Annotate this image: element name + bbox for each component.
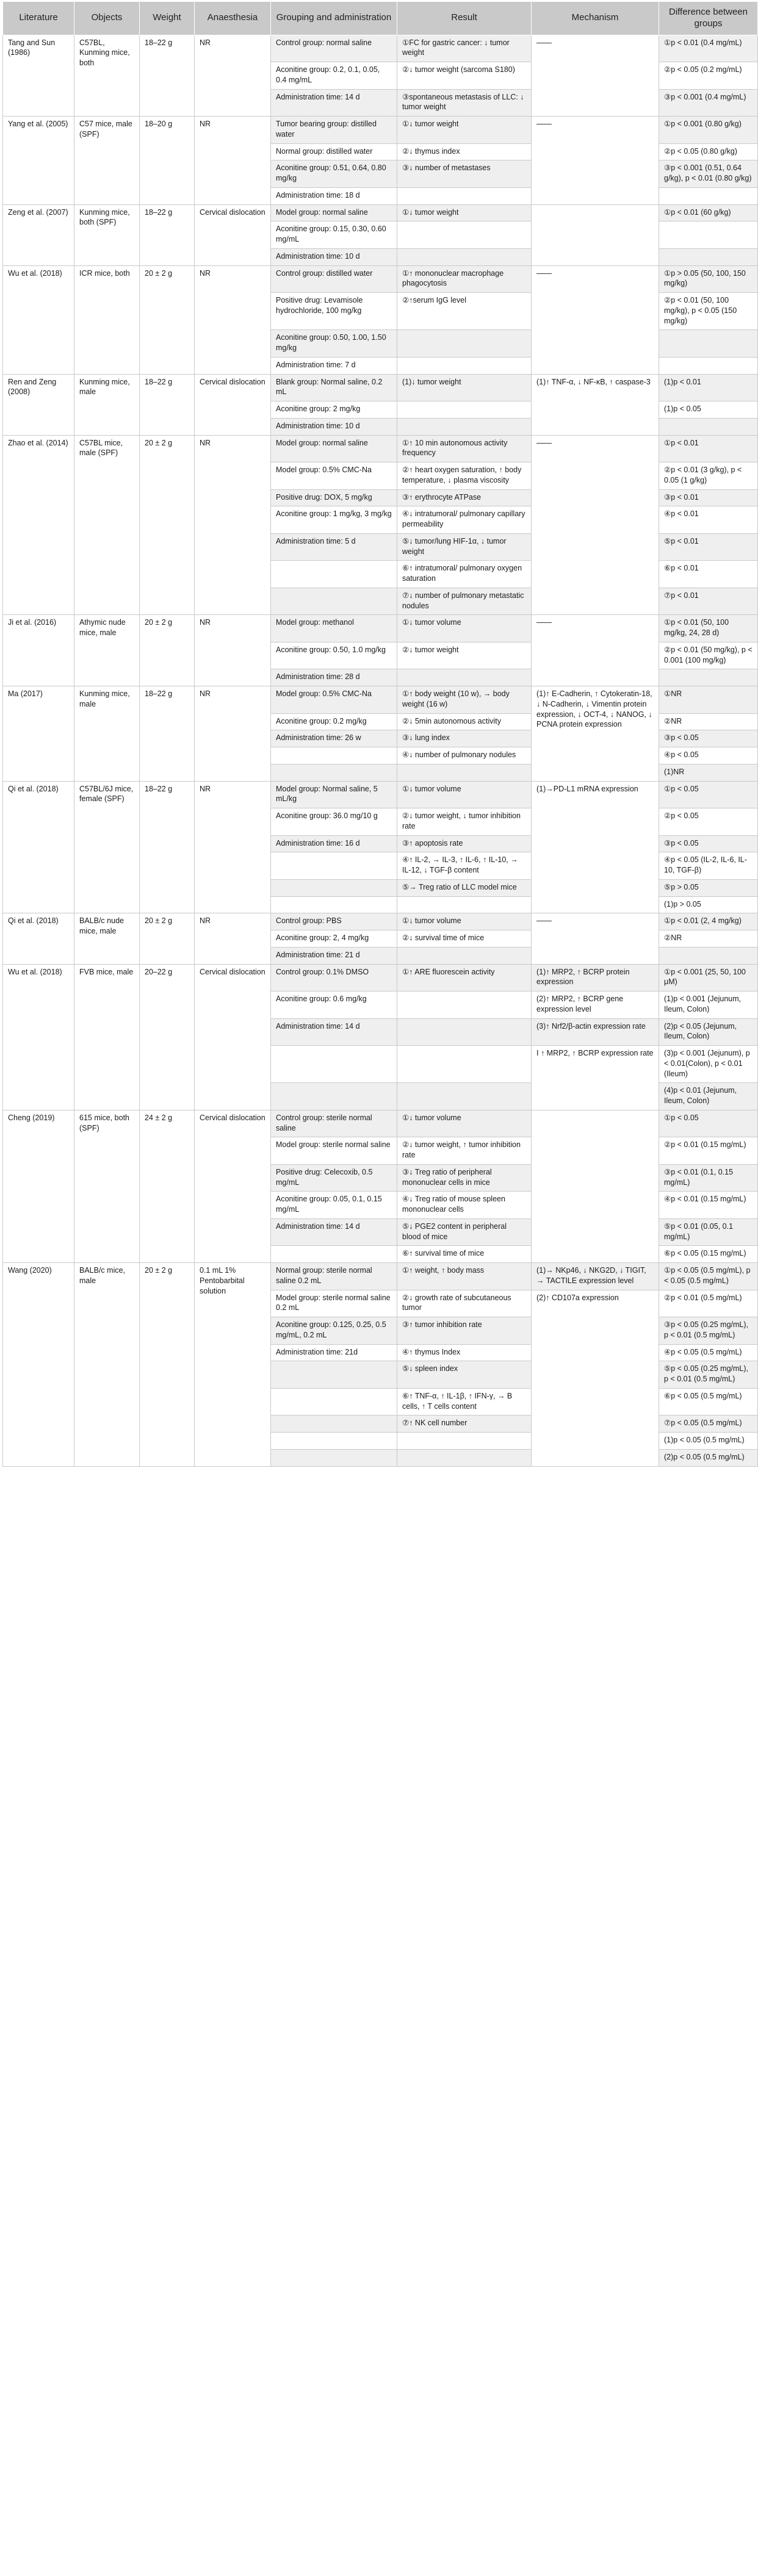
grouping-cell: Control group: normal saline bbox=[271, 35, 397, 62]
difference-cell: ④p < 0.05 bbox=[659, 747, 758, 765]
difference-cell: ①p < 0.001 (25, 50, 100 μM) bbox=[659, 964, 758, 991]
anaesthesia-cell: NR bbox=[195, 117, 271, 205]
weight-cell: 20 ± 2 g bbox=[140, 1263, 195, 1467]
result-cell bbox=[397, 1449, 532, 1466]
result-cell bbox=[397, 896, 532, 913]
difference-cell: ③p < 0.001 (0.4 mg/mL) bbox=[659, 89, 758, 117]
table-row bbox=[3, 204, 758, 221]
mechanism-cell: (2)↑ MRP2, ↑ BCRP gene expression level bbox=[532, 991, 659, 1019]
grouping-cell: Administration time: 5 d bbox=[271, 533, 397, 561]
difference-cell: ⑤p < 0.01 (0.05, 0.1 mg/mL) bbox=[659, 1218, 758, 1246]
result-cell: ①↑ 10 min autonomous activity frequency bbox=[397, 435, 532, 462]
objects-cell: C57BL, Kunming mice, both bbox=[74, 35, 140, 117]
literature-cell: Ji et al. (2016) bbox=[3, 615, 74, 686]
result-cell bbox=[397, 401, 532, 419]
result-cell: ①↓ tumor volume bbox=[397, 615, 532, 642]
grouping-cell bbox=[271, 1388, 397, 1416]
literature-cell: Cheng (2019) bbox=[3, 1110, 74, 1262]
mechanism-cell: (1)→PD-L1 mRNA expression bbox=[532, 781, 659, 913]
header-result: Result bbox=[397, 2, 532, 35]
weight-cell: 18–20 g bbox=[140, 117, 195, 205]
result-cell bbox=[397, 669, 532, 686]
result-cell: ⑤↓ spleen index bbox=[397, 1361, 532, 1389]
grouping-cell bbox=[271, 1416, 397, 1433]
literature-cell: Wang (2020) bbox=[3, 1263, 74, 1467]
result-cell: ①↓ tumor volume bbox=[397, 1110, 532, 1137]
weight-cell: 18–22 g bbox=[140, 35, 195, 117]
table-row bbox=[3, 265, 758, 293]
grouping-cell: Model group: normal saline bbox=[271, 204, 397, 221]
grouping-cell: Administration time: 14 d bbox=[271, 1218, 397, 1246]
result-cell: ⑥↑ TNF-α, ↑ IL-1β, ↑ IFN-γ, → B cells, ↑ T cells content bbox=[397, 1388, 532, 1416]
difference-cell: ②p < 0.01 (3 g/kg), p < 0.05 (1 g/kg) bbox=[659, 462, 758, 490]
result-cell: ⑤↓ PGE2 content in peripheral blood of mice bbox=[397, 1218, 532, 1246]
difference-cell: ①p < 0.05 bbox=[659, 781, 758, 808]
anaesthesia-cell: Cervical dislocation bbox=[195, 1110, 271, 1262]
difference-cell: (1)NR bbox=[659, 764, 758, 781]
difference-cell: ②p < 0.05 (0.2 mg/mL) bbox=[659, 62, 758, 90]
table-row bbox=[3, 1263, 758, 1290]
grouping-cell: Aconitine group: 36.0 mg/10 g bbox=[271, 808, 397, 836]
grouping-cell: Model group: sterile normal saline 0.2 mL bbox=[271, 1290, 397, 1317]
header-difference: Difference between groups bbox=[659, 2, 758, 35]
mechanism-cell: (1)↑ MRP2, ↑ BCRP protein expression bbox=[532, 964, 659, 991]
grouping-cell: Model group: 0.5% CMC-Na bbox=[271, 462, 397, 490]
literature-cell: Qi et al. (2018) bbox=[3, 781, 74, 913]
grouping-cell: Aconitine group: 0.50, 1.0 mg/kg bbox=[271, 642, 397, 669]
difference-cell: ⑤p > 0.05 bbox=[659, 879, 758, 896]
result-cell bbox=[397, 248, 532, 265]
anaesthesia-cell: NR bbox=[195, 35, 271, 117]
table-row bbox=[3, 964, 758, 991]
result-cell: (1)↓ tumor weight bbox=[397, 374, 532, 401]
difference-cell: ①p < 0.01 (0.4 mg/mL) bbox=[659, 35, 758, 62]
difference-cell: ④p < 0.01 (0.15 mg/mL) bbox=[659, 1192, 758, 1219]
difference-cell: ①p < 0.001 (0.80 g/kg) bbox=[659, 117, 758, 144]
grouping-cell: Aconitine group: 1 mg/kg, 3 mg/kg bbox=[271, 506, 397, 534]
anaesthesia-cell: NR bbox=[195, 265, 271, 374]
table-row bbox=[3, 1110, 758, 1137]
mechanism-cell: —— bbox=[532, 265, 659, 374]
grouping-cell: Model group: sterile normal saline bbox=[271, 1137, 397, 1165]
result-cell bbox=[397, 1018, 532, 1046]
grouping-cell: Aconitine group: 2 mg/kg bbox=[271, 401, 397, 419]
grouping-cell: Positive drug: Celecoxib, 0.5 mg/mL bbox=[271, 1164, 397, 1192]
grouping-cell: Aconitine group: 0.2 mg/kg bbox=[271, 713, 397, 730]
difference-cell: ③p < 0.01 (0.1, 0.15 mg/mL) bbox=[659, 1164, 758, 1192]
result-cell: ②↓ tumor weight (sarcoma S180) bbox=[397, 62, 532, 90]
grouping-cell bbox=[271, 1433, 397, 1450]
result-cell: ④↓ Treg ratio of mouse spleen mononuclear cells bbox=[397, 1192, 532, 1219]
result-cell bbox=[397, 1083, 532, 1110]
result-cell bbox=[397, 357, 532, 374]
objects-cell: C57BL/6J mice, female (SPF) bbox=[74, 781, 140, 913]
grouping-cell: Aconitine group: 0.2, 0.1, 0.05, 0.4 mg/mL bbox=[271, 62, 397, 90]
difference-cell bbox=[659, 418, 758, 435]
table-body bbox=[3, 35, 758, 1466]
weight-cell: 20 ± 2 g bbox=[140, 265, 195, 374]
grouping-cell: Positive drug: DOX, 5 mg/kg bbox=[271, 489, 397, 506]
objects-cell: BALB/c mice, male bbox=[74, 1263, 140, 1467]
result-cell: ⑥↑ intratumoral/ pulmonary oxygen saturation bbox=[397, 561, 532, 588]
literature-cell: Ma (2017) bbox=[3, 686, 74, 782]
difference-cell: ③p < 0.05 bbox=[659, 730, 758, 747]
difference-cell: ④p < 0.05 (0.5 mg/mL) bbox=[659, 1344, 758, 1361]
difference-cell: ④p < 0.01 bbox=[659, 506, 758, 534]
grouping-cell: Normal group: distilled water bbox=[271, 143, 397, 160]
result-cell: ①↑ body weight (10 w), → body weight (16 w) bbox=[397, 686, 532, 714]
grouping-cell: Model group: 0.5% CMC-Na bbox=[271, 686, 397, 714]
mechanism-cell: —— bbox=[532, 35, 659, 117]
difference-cell: ①NR bbox=[659, 686, 758, 714]
grouping-cell: Model group: normal saline bbox=[271, 435, 397, 462]
difference-cell: (1)p < 0.05 bbox=[659, 401, 758, 419]
grouping-cell bbox=[271, 588, 397, 615]
table-row bbox=[3, 615, 758, 642]
literature-cell: Wu et al. (2018) bbox=[3, 964, 74, 1110]
objects-cell: Athymic nude mice, male bbox=[74, 615, 140, 686]
difference-cell: ①p < 0.05 bbox=[659, 1110, 758, 1137]
table-row bbox=[3, 435, 758, 462]
objects-cell: Kunming mice, male bbox=[74, 686, 140, 782]
objects-cell: ICR mice, both bbox=[74, 265, 140, 374]
mechanism-cell: —— bbox=[532, 117, 659, 205]
literature-cell: Tang and Sun (1986) bbox=[3, 35, 74, 117]
difference-cell: (3)p < 0.001 (Jejunum), p < 0.01(Colon), p < 0.01 (Ileum) bbox=[659, 1046, 758, 1083]
grouping-cell bbox=[271, 852, 397, 880]
anaesthesia-cell: Cervical dislocation bbox=[195, 204, 271, 265]
grouping-cell bbox=[271, 764, 397, 781]
difference-cell: ②NR bbox=[659, 930, 758, 948]
anaesthesia-cell: 0.1 mL 1% Pentobarbital solution bbox=[195, 1263, 271, 1467]
header-grouping: Grouping and administration bbox=[271, 2, 397, 35]
difference-cell: ②p < 0.01 (50 mg/kg), p < 0.001 (100 mg/kg) bbox=[659, 642, 758, 669]
difference-cell: ③p < 0.05 bbox=[659, 835, 758, 852]
difference-cell: ⑦p < 0.05 (0.5 mg/mL) bbox=[659, 1416, 758, 1433]
table-row bbox=[3, 781, 758, 808]
result-cell bbox=[397, 991, 532, 1019]
result-cell: ⑥↑ survival time of mice bbox=[397, 1246, 532, 1263]
result-cell bbox=[397, 764, 532, 781]
literature-cell: Ren and Zeng (2008) bbox=[3, 374, 74, 435]
grouping-cell: Aconitine group: 0.51, 0.64, 0.80 mg/kg bbox=[271, 160, 397, 188]
objects-cell: Kunming mice, both (SPF) bbox=[74, 204, 140, 265]
result-cell: ③↓ number of metastases bbox=[397, 160, 532, 188]
grouping-cell: Administration time: 16 d bbox=[271, 835, 397, 852]
mechanism-cell: —— bbox=[532, 913, 659, 964]
difference-cell: (2)p < 0.05 (0.5 mg/mL) bbox=[659, 1449, 758, 1466]
result-cell: ③↓ lung index bbox=[397, 730, 532, 747]
weight-cell: 20 ± 2 g bbox=[140, 615, 195, 686]
difference-cell: ⑤p < 0.05 (0.25 mg/mL), p < 0.01 (0.5 mg/mL) bbox=[659, 1361, 758, 1389]
grouping-cell: Tumor bearing group: distilled water bbox=[271, 117, 397, 144]
literature-cell: Yang et al. (2005) bbox=[3, 117, 74, 205]
weight-cell: 18–22 g bbox=[140, 686, 195, 782]
grouping-cell: Administration time: 18 d bbox=[271, 187, 397, 204]
mechanism-cell: (3)↑ Nrf2/β-actin expression rate bbox=[532, 1018, 659, 1046]
difference-cell: ⑥p < 0.05 (0.15 mg/mL) bbox=[659, 1246, 758, 1263]
result-cell: ③↑ tumor inhibition rate bbox=[397, 1317, 532, 1345]
difference-cell: ②p < 0.01 (0.15 mg/mL) bbox=[659, 1137, 758, 1165]
result-cell: ④↑ IL-2, → IL-3, ↑ IL-6, ↑ IL-10, → IL-12, ↓ TGF-β content bbox=[397, 852, 532, 880]
grouping-cell: Control group: PBS bbox=[271, 913, 397, 930]
difference-cell: ⑥p < 0.05 (0.5 mg/mL) bbox=[659, 1388, 758, 1416]
result-cell: ①↓ tumor volume bbox=[397, 913, 532, 930]
result-cell: ②↓ survival time of mice bbox=[397, 930, 532, 948]
grouping-cell: Aconitine group: 0.50, 1.00, 1.50 mg/kg bbox=[271, 330, 397, 358]
result-cell: ⑦↑ NK cell number bbox=[397, 1416, 532, 1433]
anaesthesia-cell: Cervical dislocation bbox=[195, 964, 271, 1110]
mechanism-cell bbox=[532, 1110, 659, 1262]
objects-cell: Kunming mice, male bbox=[74, 374, 140, 435]
grouping-cell: Administration time: 10 d bbox=[271, 248, 397, 265]
literature-table bbox=[2, 1, 758, 1467]
result-cell: ②↑serum IgG level bbox=[397, 293, 532, 330]
result-cell bbox=[397, 1433, 532, 1450]
difference-cell: ①p < 0.05 (0.5 mg/mL), p < 0.05 (0.5 mg/mL) bbox=[659, 1263, 758, 1290]
result-cell: ②↓ 5min autonomous activity bbox=[397, 713, 532, 730]
difference-cell: ②p < 0.01 (0.5 mg/mL) bbox=[659, 1290, 758, 1317]
grouping-cell: Administration time: 21 d bbox=[271, 947, 397, 964]
weight-cell: 24 ± 2 g bbox=[140, 1110, 195, 1262]
objects-cell: C57 mice, male (SPF) bbox=[74, 117, 140, 205]
anaesthesia-cell: NR bbox=[195, 615, 271, 686]
result-cell: ②↓ tumor weight bbox=[397, 642, 532, 669]
objects-cell: 615 mice, both (SPF) bbox=[74, 1110, 140, 1262]
difference-cell: (4)p < 0.01 (Jejunum, Ileum, Colon) bbox=[659, 1083, 758, 1110]
difference-cell: ③p < 0.01 bbox=[659, 489, 758, 506]
grouping-cell: Aconitine group: 2, 4 mg/kg bbox=[271, 930, 397, 948]
grouping-cell: Aconitine group: 0.05, 0.1, 0.15 mg/mL bbox=[271, 1192, 397, 1219]
difference-cell: ①p < 0.01 (50, 100 mg/kg, 24, 28 d) bbox=[659, 615, 758, 642]
weight-cell: 18–22 g bbox=[140, 204, 195, 265]
grouping-cell bbox=[271, 1046, 397, 1083]
table-row bbox=[3, 374, 758, 401]
grouping-cell bbox=[271, 747, 397, 765]
grouping-cell bbox=[271, 1246, 397, 1263]
result-cell: ①↑ ARE fluorescein activity bbox=[397, 964, 532, 991]
result-cell: ⑤↓ tumor/lung HIF-1α, ↓ tumor weight bbox=[397, 533, 532, 561]
result-cell: ②↑ heart oxygen saturation, ↑ body temperature, ↓ plasma viscosity bbox=[397, 462, 532, 490]
grouping-cell bbox=[271, 896, 397, 913]
grouping-cell: Blank group: Normal saline, 0.2 mL bbox=[271, 374, 397, 401]
grouping-cell: Control group: sterile normal saline bbox=[271, 1110, 397, 1137]
difference-cell: (2)p < 0.05 (Jejunum, Ileum, Colon) bbox=[659, 1018, 758, 1046]
anaesthesia-cell: NR bbox=[195, 435, 271, 615]
grouping-cell: Control group: 0.1% DMSO bbox=[271, 964, 397, 991]
table-row bbox=[3, 35, 758, 62]
weight-cell: 18–22 g bbox=[140, 374, 195, 435]
grouping-cell: Aconitine group: 0.15, 0.30, 0.60 mg/mL bbox=[271, 221, 397, 249]
grouping-cell: Aconitine group: 0.125, 0.25, 0.5 mg/mL, 0.2 mL bbox=[271, 1317, 397, 1345]
result-cell: ①↓ tumor volume bbox=[397, 781, 532, 808]
result-cell: ①FC for gastric cancer: ↓ tumor weight bbox=[397, 35, 532, 62]
difference-cell bbox=[659, 357, 758, 374]
header-literature: Literature bbox=[3, 2, 74, 35]
mechanism-cell: (1)→ NKp46, ↓ NKG2D, ↓ TIGIT, → TACTILE expression level bbox=[532, 1263, 659, 1290]
difference-cell: ④p < 0.05 (IL-2, IL-6, IL-10, TGF-β) bbox=[659, 852, 758, 880]
weight-cell: 20 ± 2 g bbox=[140, 435, 195, 615]
grouping-cell: Administration time: 21d bbox=[271, 1344, 397, 1361]
difference-cell: ①p < 0.01 bbox=[659, 435, 758, 462]
table-row bbox=[3, 686, 758, 714]
result-cell: ④↓ number of pulmonary nodules bbox=[397, 747, 532, 765]
difference-cell bbox=[659, 248, 758, 265]
grouping-cell: Control group: distilled water bbox=[271, 265, 397, 293]
table-row bbox=[3, 913, 758, 930]
result-cell bbox=[397, 1046, 532, 1083]
mechanism-cell: (1)↑ TNF-α, ↓ NF-κB, ↑ caspase-3 bbox=[532, 374, 659, 435]
result-cell bbox=[397, 330, 532, 358]
header-mechanism: Mechanism bbox=[532, 2, 659, 35]
result-cell bbox=[397, 947, 532, 964]
anaesthesia-cell: NR bbox=[195, 781, 271, 913]
difference-cell: ③p < 0.05 (0.25 mg/mL), p < 0.01 (0.5 mg/mL) bbox=[659, 1317, 758, 1345]
grouping-cell: Aconitine group: 0.6 mg/kg bbox=[271, 991, 397, 1019]
mechanism-cell: —— bbox=[532, 615, 659, 686]
difference-cell: ①p < 0.01 (60 g/kg) bbox=[659, 204, 758, 221]
result-cell: ③↓ Treg ratio of peripheral mononuclear cells in mice bbox=[397, 1164, 532, 1192]
result-cell: ④↑ thymus Index bbox=[397, 1344, 532, 1361]
grouping-cell bbox=[271, 1083, 397, 1110]
weight-cell: 20 ± 2 g bbox=[140, 913, 195, 964]
difference-cell: ②p < 0.05 (0.80 g/kg) bbox=[659, 143, 758, 160]
result-cell: ①↑ mononuclear macrophage phagocytosis bbox=[397, 265, 532, 293]
difference-cell bbox=[659, 947, 758, 964]
grouping-cell: Administration time: 26 w bbox=[271, 730, 397, 747]
header-anaesthesia: Anaesthesia bbox=[195, 2, 271, 35]
literature-cell: Zeng et al. (2007) bbox=[3, 204, 74, 265]
result-cell: ③spontaneous metastasis of LLC: ↓ tumor weight bbox=[397, 89, 532, 117]
difference-cell bbox=[659, 330, 758, 358]
result-cell: ②↓ tumor weight, ↓ tumor inhibition rate bbox=[397, 808, 532, 836]
result-cell: ③↑ erythrocyte ATPase bbox=[397, 489, 532, 506]
weight-cell: 18–22 g bbox=[140, 781, 195, 913]
table-row bbox=[3, 117, 758, 144]
grouping-cell: Administration time: 14 d bbox=[271, 89, 397, 117]
mechanism-cell: I ↑ MRP2, ↑ BCRP expression rate bbox=[532, 1046, 659, 1110]
anaesthesia-cell: NR bbox=[195, 686, 271, 782]
grouping-cell: Model group: Normal saline, 5 mL/kg bbox=[271, 781, 397, 808]
result-cell: ①↑ weight, ↑ body mass bbox=[397, 1263, 532, 1290]
result-cell: ①↓ tumor weight bbox=[397, 117, 532, 144]
difference-cell: (1)p < 0.05 (0.5 mg/mL) bbox=[659, 1433, 758, 1450]
difference-cell: (1)p > 0.05 bbox=[659, 896, 758, 913]
difference-cell bbox=[659, 187, 758, 204]
result-cell: ②↓ growth rate of subcutaneous tumor bbox=[397, 1290, 532, 1317]
difference-cell: ①p < 0.01 (2, 4 mg/kg) bbox=[659, 913, 758, 930]
anaesthesia-cell: Cervical dislocation bbox=[195, 374, 271, 435]
grouping-cell bbox=[271, 1361, 397, 1389]
literature-cell: Wu et al. (2018) bbox=[3, 265, 74, 374]
mechanism-cell: (2)↑ CD107a expression bbox=[532, 1290, 659, 1466]
grouping-cell bbox=[271, 879, 397, 896]
result-cell: ⑦↓ number of pulmonary metastatic nodules bbox=[397, 588, 532, 615]
difference-cell: ⑥p < 0.01 bbox=[659, 561, 758, 588]
difference-cell bbox=[659, 221, 758, 249]
grouping-cell: Administration time: 14 d bbox=[271, 1018, 397, 1046]
objects-cell: BALB/c nude mice, male bbox=[74, 913, 140, 964]
objects-cell: C57BL mice, male (SPF) bbox=[74, 435, 140, 615]
result-cell: ①↓ tumor weight bbox=[397, 204, 532, 221]
weight-cell: 20–22 g bbox=[140, 964, 195, 1110]
difference-cell: ②p < 0.01 (50, 100 mg/kg), p < 0.05 (150 mg/kg) bbox=[659, 293, 758, 330]
grouping-cell bbox=[271, 561, 397, 588]
header-row bbox=[3, 2, 758, 35]
grouping-cell: Model group: methanol bbox=[271, 615, 397, 642]
literature-cell: Qi et al. (2018) bbox=[3, 913, 74, 964]
result-cell bbox=[397, 187, 532, 204]
grouping-cell: Positive drug: Levamisole hydrochloride, 100 mg/kg bbox=[271, 293, 397, 330]
difference-cell: ①p > 0.05 (50, 100, 150 mg/kg) bbox=[659, 265, 758, 293]
result-cell: ②↓ tumor weight, ↑ tumor inhibition rate bbox=[397, 1137, 532, 1165]
grouping-cell: Administration time: 7 d bbox=[271, 357, 397, 374]
header-weight: Weight bbox=[140, 2, 195, 35]
difference-cell: ②p < 0.05 bbox=[659, 808, 758, 836]
difference-cell bbox=[659, 669, 758, 686]
difference-cell: ⑦p < 0.01 bbox=[659, 588, 758, 615]
mechanism-cell bbox=[532, 204, 659, 265]
literature-cell: Zhao et al. (2014) bbox=[3, 435, 74, 615]
result-cell bbox=[397, 221, 532, 249]
mechanism-cell: (1)↑ E-Cadherin, ↑ Cytokeratin-18, ↓ N-Cadherin, ↓ Vimentin protein expression, ↓ OCT-4, ↓ NANOG, ↓ PCNA protein expression bbox=[532, 686, 659, 782]
anaesthesia-cell: NR bbox=[195, 913, 271, 964]
difference-cell: (1)p < 0.01 bbox=[659, 374, 758, 401]
result-cell: ⑤→ Treg ratio of LLC model mice bbox=[397, 879, 532, 896]
difference-cell: ⑤p < 0.01 bbox=[659, 533, 758, 561]
result-cell: ③↑ apoptosis rate bbox=[397, 835, 532, 852]
result-cell: ②↓ thymus index bbox=[397, 143, 532, 160]
header-objects: Objects bbox=[74, 2, 140, 35]
grouping-cell bbox=[271, 1449, 397, 1466]
result-cell bbox=[397, 418, 532, 435]
difference-cell: (1)p < 0.001 (Jejunum, Ileum, Colon) bbox=[659, 991, 758, 1019]
mechanism-cell: —— bbox=[532, 435, 659, 615]
grouping-cell: Administration time: 28 d bbox=[271, 669, 397, 686]
difference-cell: ②NR bbox=[659, 713, 758, 730]
objects-cell: FVB mice, male bbox=[74, 964, 140, 1110]
grouping-cell: Administration time: 10 d bbox=[271, 418, 397, 435]
grouping-cell: Normal group: sterile normal saline 0.2 mL bbox=[271, 1263, 397, 1290]
result-cell: ④↓ intratumoral/ pulmonary capillary permeability bbox=[397, 506, 532, 534]
difference-cell: ③p < 0.001 (0.51, 0.64 g/kg), p < 0.01 (0.80 g/kg) bbox=[659, 160, 758, 188]
